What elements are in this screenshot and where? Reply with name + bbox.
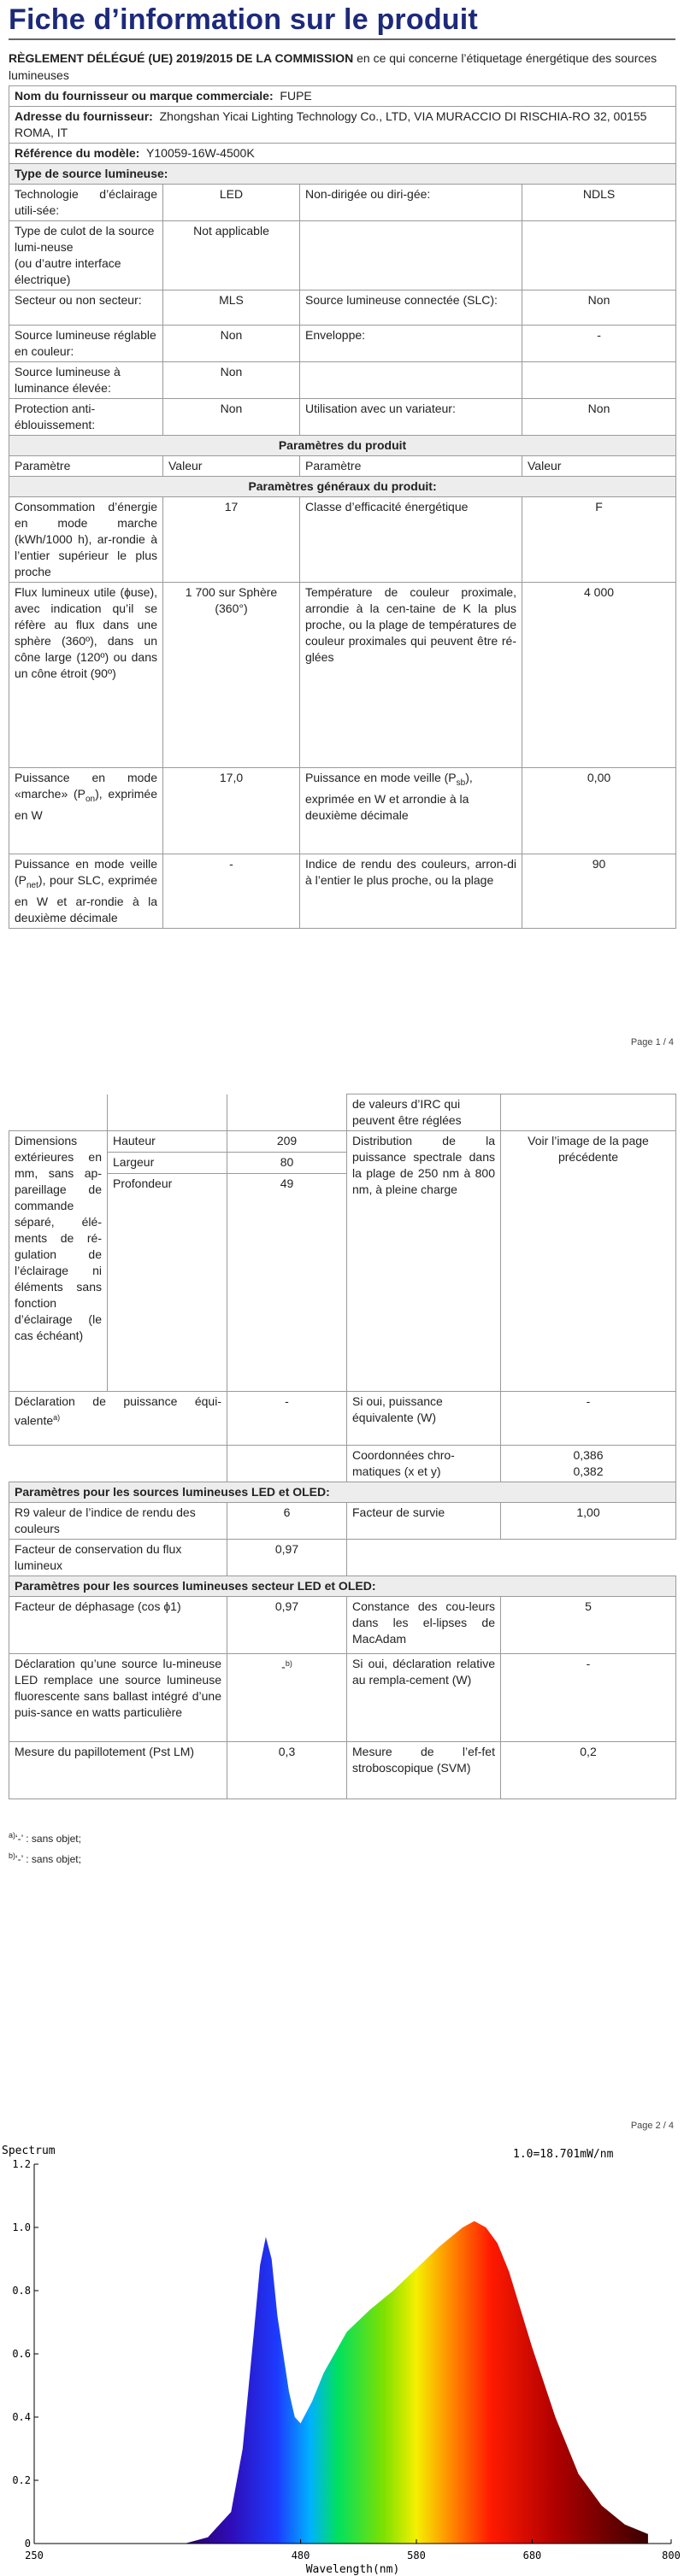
r9-value: 6 — [227, 1503, 347, 1540]
product-params-header-row — [9, 436, 676, 456]
connected-label: Source lumineuse connectée (SLC): — [300, 290, 522, 326]
x-tick-label: 480 — [291, 2550, 310, 2561]
survival-value: 1,00 — [501, 1503, 676, 1540]
cri-label-part1: Indice de rendu des couleurs, arron-di à l’entier le plus proche, ou la plage — [300, 854, 522, 929]
nondirected-label: Non-dirigée ou diri-gée: — [300, 185, 522, 221]
source-type-header: Type de source lumineuse: — [9, 164, 676, 185]
pf-label: Facteur de déphasage (cos ϕ1) — [9, 1597, 227, 1654]
chart-title: Spectrum — [2, 2145, 56, 2157]
general-params-header: Paramètres généraux du produit: — [9, 477, 676, 497]
cct-label: Température de couleur proximale, arrondie à la cen-taine de K la plus proche, ou la plage de températures de couleur proximales qui peuvent être ré-glées — [300, 583, 522, 768]
height-value: 209 — [227, 1131, 347, 1153]
colour-tunable-value: Non — [163, 326, 300, 362]
equiv-label — [9, 1392, 227, 1446]
x-axis-title: Wavelength(nm) — [305, 2563, 400, 2576]
antiglare-label: Protection anti-éblouissement: — [9, 399, 163, 436]
led-oled-header-row — [9, 1482, 676, 1503]
equiv-label-text: Déclaration de puissance équi-valente — [15, 1394, 221, 1428]
colour-tunable-row — [9, 326, 676, 362]
regulation-subject: en ce qui concerne l’étiquetage énergétique des sources lumineuses — [9, 51, 657, 82]
on-power-value: 17,0 — [163, 768, 300, 854]
replace-label: Déclaration qu’une source lu-mineuse LED remplace une source lumineuse fluorescente sans ballast intégré d’une puis-sance en watts particulière — [9, 1654, 227, 1742]
high-lum-value: Non — [163, 362, 300, 399]
net-standby-label-a: Puissance en mode veille (P — [15, 857, 157, 887]
maintenance-row — [9, 1540, 676, 1576]
flicker-label: Mesure du papillotement (Pst LM) — [9, 1742, 227, 1799]
on-power-sub: on — [86, 794, 96, 804]
nondirected-value: NDLS — [522, 185, 676, 221]
dims-label: Dimensions extérieures en mm, sans ap-pareillage de commande séparé, élé-ments de ré-gulation de l’éclairage ni éléments sans fonction d’éclairage (le cas échéant) — [9, 1131, 108, 1392]
footnote-a-mark: a) — [9, 1831, 16, 1840]
cri-continuation-row — [9, 1094, 676, 1131]
footnote-b-mark: b) — [9, 1851, 16, 1860]
y-tick-label: 1.2 — [12, 2158, 31, 2170]
product-info-table-p2 — [9, 1094, 676, 1799]
flicker-row — [9, 1742, 676, 1799]
cri-value: 90 — [522, 854, 676, 929]
strobo-value: 0,2 — [501, 1742, 676, 1799]
spectrum-area — [185, 2221, 648, 2544]
product-info-table-p1 — [9, 85, 676, 929]
survival-label: Facteur de survie — [347, 1503, 501, 1540]
model-label: Référence du modèle: — [15, 146, 140, 160]
equiv-value: - — [227, 1392, 347, 1446]
chroma-values — [501, 1446, 676, 1482]
r9-row — [9, 1503, 676, 1540]
antiglare-value: Non — [163, 399, 300, 436]
chroma-y: 0,382 — [573, 1464, 604, 1478]
envelope-label: Enveloppe: — [300, 326, 522, 362]
flux-value: 1 700 sur Sphère (360°) — [163, 583, 300, 768]
col-param-1: Paramètre — [9, 456, 163, 477]
antiglare-row — [9, 399, 676, 436]
spd-value: Voir l’image de la page précédente — [501, 1131, 676, 1392]
macadam-label: Constance des cou-leurs dans les el-lipses de MacAdam — [347, 1597, 501, 1654]
footnote-b-text: ‘-’ : sans objet; — [15, 1853, 81, 1865]
x-tick-label: 680 — [522, 2550, 542, 2561]
pf-value: 0,97 — [227, 1597, 347, 1654]
replace-value-text: - — [281, 1659, 286, 1674]
y-tick-label: 0.2 — [12, 2474, 31, 2486]
cap-label-line2: (ou d’autre interface électrique) — [15, 256, 121, 286]
on-power-label-a: Puissance en mode «marche» (P — [15, 771, 157, 801]
high-lum-label: Source lumineuse à luminance élevée: — [9, 362, 163, 399]
energy-value: 17 — [163, 497, 300, 583]
flux-label: Flux lumineux utile (ɸuse), avec indication qu’il se réfère au flux dans une sphère (360º), dans un cône large (120º) ou dans un cône étroit (90º) — [9, 583, 163, 768]
led-oled-header: Paramètres pour les sources lumineuses LED et OLED: — [9, 1482, 676, 1503]
cct-value: 4 000 — [522, 583, 676, 768]
col-value-1: Valeur — [163, 456, 300, 477]
standby-label-b: ), exprimée en W et arrondie à la deuxième décimale — [305, 771, 473, 822]
envelope-value: - — [522, 326, 676, 362]
class-label: Classe d’efficacité énergétique — [300, 497, 522, 583]
chroma-x: 0,386 — [573, 1448, 604, 1462]
on-power-label — [9, 768, 163, 854]
cap-label — [9, 221, 163, 290]
standby-sub: sb — [456, 777, 466, 788]
replace-value — [227, 1654, 347, 1742]
footnotes — [9, 1827, 81, 1868]
y-tick-label: 1.0 — [12, 2221, 31, 2233]
tech-label: Technologie d’éclairage utili-sée: — [9, 185, 163, 221]
maintenance-value: 0,97 — [227, 1540, 347, 1576]
colour-tunable-label: Source lumineuse réglable en couleur: — [9, 326, 163, 362]
general-params-header-row — [9, 477, 676, 497]
page-number-1: Page 1 / 4 — [630, 1037, 674, 1047]
mains-led-header-row — [9, 1576, 676, 1597]
height-label: Hauteur — [108, 1131, 227, 1153]
cri-label-part2: de valeurs d’IRC qui peuvent être réglées — [347, 1094, 501, 1131]
x-tick-label: 250 — [25, 2550, 44, 2561]
page-number-2: Page 2 / 4 — [630, 2121, 674, 2131]
depth-value: 49 — [227, 1174, 347, 1392]
footnote-a — [9, 1827, 81, 1847]
class-value: F — [522, 497, 676, 583]
width-label: Largeur — [108, 1153, 227, 1174]
model-row — [9, 144, 676, 164]
cap-row — [9, 221, 676, 290]
y-tick-label: 0.8 — [12, 2285, 31, 2297]
mains-value: MLS — [163, 290, 300, 326]
replace-footnote-ref: b) — [285, 1659, 292, 1668]
chroma-label: Coordonnées chro-matiques (x et y) — [347, 1446, 501, 1482]
equiv-yes-label: Si oui, puissance équivalente (W) — [347, 1392, 501, 1446]
depth-label: Profondeur — [108, 1174, 227, 1392]
chart-annotation: 1.0=18.701mW/nm — [513, 2148, 614, 2161]
x-tick-label: 800 — [662, 2550, 681, 2561]
energy-label: Consommation d’énergie en mode marche (kWh/1000 h), ar-rondie à l’entier supérieur le plus proche — [9, 497, 163, 583]
model-value: Y10059-16W-4500K — [146, 146, 255, 160]
cap-label-line1: Type de culot de la source lumi-neuse — [15, 224, 155, 254]
x-tick-label: 580 — [407, 2550, 426, 2561]
connected-value: Non — [522, 290, 676, 326]
net-standby-label — [9, 854, 163, 929]
standby-label-a: Puissance en mode veille (P — [305, 771, 457, 784]
cap-value: Not applicable — [163, 221, 300, 290]
maintenance-label: Facteur de conservation du flux lumineux — [9, 1540, 227, 1576]
footnote-a-text: ‘-’ : sans objet; — [15, 1833, 81, 1845]
replace-yes-label: Si oui, déclaration relative au rempla-cement (W) — [347, 1654, 501, 1742]
equiv-footnote-ref: a) — [53, 1413, 61, 1422]
technology-row — [9, 185, 676, 221]
supplier-address-value: Zhongshan Yicai Lighting Technology Co., LTD, VIA MURACCIO DI RISCHIA-RO 32, 00155 ROMA, IT — [15, 109, 647, 139]
energy-row — [9, 497, 676, 583]
flux-row — [9, 583, 676, 768]
net-standby-value: - — [163, 854, 300, 929]
y-tick-label: 0 — [24, 2538, 31, 2550]
net-standby-row — [9, 854, 676, 929]
page-title: Fiche d’information sur le produit — [9, 3, 675, 40]
column-header-row — [9, 456, 676, 477]
chart-plot-area — [2, 2145, 681, 2576]
strobo-label: Mesure de l’ef-fet stroboscopique (SVM) — [347, 1742, 501, 1799]
on-power-label-b: ), exprimée en W — [15, 787, 157, 822]
standby-label — [300, 768, 522, 854]
y-tick-label: 0.6 — [12, 2348, 31, 2360]
r9-label: R9 valeur de l’indice de rendu des couleurs — [9, 1503, 227, 1540]
replace-yes-value: - — [501, 1654, 676, 1742]
dims-row-height — [9, 1131, 676, 1153]
regulation-ref: RÈGLEMENT DÉLÉGUÉ (UE) 2019/2015 DE LA COMMISSION — [9, 51, 354, 65]
standby-value: 0,00 — [522, 768, 676, 854]
dimmer-value: Non — [522, 399, 676, 436]
spectrum-chart — [0, 2140, 684, 2576]
on-power-row — [9, 768, 676, 854]
footnote-b — [9, 1847, 81, 1868]
high-luminance-row — [9, 362, 676, 399]
supplier-name-row — [9, 86, 676, 107]
col-param-2: Paramètre — [300, 456, 522, 477]
mains-led-header: Paramètres pour les sources lumineuses secteur LED et OLED: — [9, 1576, 676, 1597]
equiv-yes-value: - — [501, 1392, 676, 1446]
replace-row — [9, 1654, 676, 1742]
macadam-value: 5 — [501, 1597, 676, 1654]
flicker-value: 0,3 — [227, 1742, 347, 1799]
supplier-name-value: FUPE — [280, 89, 312, 103]
supplier-name-label: Nom du fournisseur ou marque commerciale: — [15, 89, 274, 103]
spd-label: Distribution de la puissance spectrale dans la plage de 250 nm à 800 nm, à pleine charge — [347, 1131, 501, 1392]
net-standby-sub: net — [27, 880, 38, 890]
col-value-2: Valeur — [522, 456, 676, 477]
mains-label: Secteur ou non secteur: — [9, 290, 163, 326]
net-standby-label-b: ), pour SLC, exprimée en W et ar-rondie à la deuxième décimale — [15, 873, 157, 924]
y-tick-label: 0.4 — [12, 2411, 31, 2423]
dimmer-label: Utilisation avec un variateur: — [300, 399, 522, 436]
supplier-address-label: Adresse du fournisseur: — [15, 109, 153, 123]
pf-row — [9, 1597, 676, 1654]
supplier-address-row — [9, 107, 676, 144]
mains-row — [9, 290, 676, 326]
product-params-header: Paramètres du produit — [9, 436, 676, 456]
source-type-header-row — [9, 164, 676, 185]
width-value: 80 — [227, 1153, 347, 1174]
tech-value: LED — [163, 185, 300, 221]
regulation-text — [9, 50, 675, 84]
equiv-row — [9, 1392, 676, 1446]
chroma-row — [9, 1446, 676, 1482]
